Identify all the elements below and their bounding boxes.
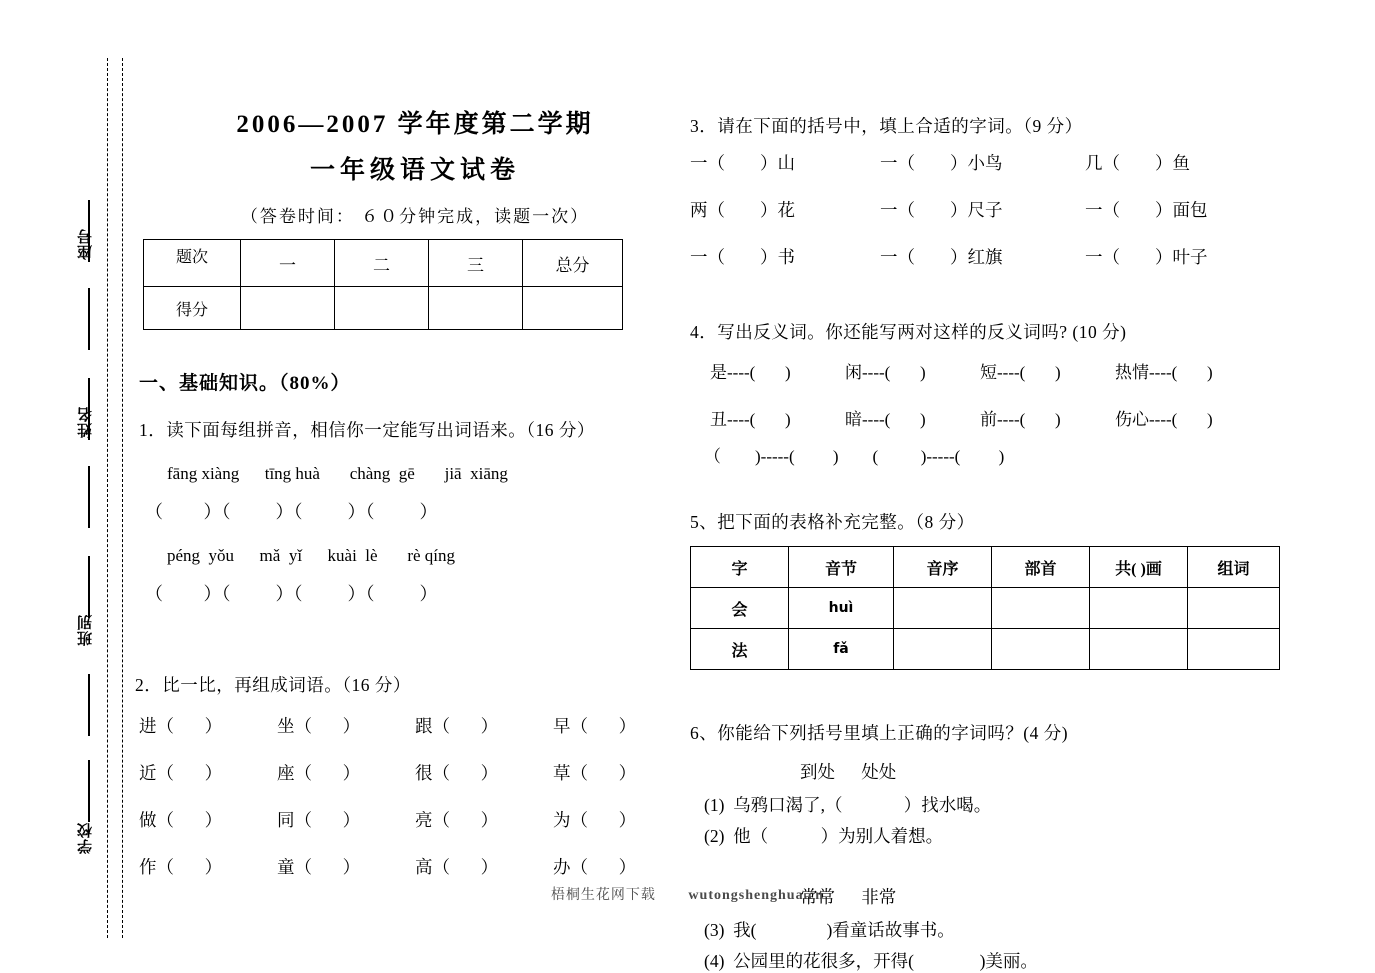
score-cell-total[interactable] bbox=[523, 287, 623, 330]
question-1-title: 1．读下面每组拼音，相信你一定能写出词语来。（16 分） bbox=[139, 420, 595, 440]
question-4-word: 闲 bbox=[845, 363, 862, 382]
question-3-quantity: 一 bbox=[690, 153, 708, 173]
question-3-blank[interactable]: （ ） bbox=[1102, 247, 1173, 267]
question-2-blank[interactable]: （ ） bbox=[294, 857, 361, 877]
question-3-item[interactable] bbox=[880, 197, 1085, 222]
question-2-blank[interactable]: （ ） bbox=[570, 716, 637, 736]
question-2-char: 座 bbox=[277, 763, 295, 783]
question-2-char: 早 bbox=[553, 716, 571, 736]
question-2-item[interactable] bbox=[553, 854, 691, 879]
question-3-blank[interactable]: （ ） bbox=[707, 200, 778, 220]
question-2-char: 高 bbox=[415, 857, 433, 877]
question-5-title: 5、把下面的表格补充完整。（8 分） bbox=[690, 512, 975, 532]
dashed-fold-line-outer bbox=[107, 58, 108, 938]
question-2-item[interactable] bbox=[139, 713, 277, 738]
question-2-blank[interactable]: （ ） bbox=[570, 810, 637, 830]
question-3-item[interactable] bbox=[880, 150, 1085, 175]
question-4-title: 4．写出反义词。你还能写两对这样的反义词吗? (10 分) bbox=[690, 322, 1127, 342]
q5-header-word: 组词 bbox=[1188, 547, 1280, 588]
question-6-sentence-4[interactable]: (4) 公园里的花很多，开得( )美丽。 bbox=[704, 951, 1038, 971]
question-3-noun: 尺子 bbox=[967, 200, 1003, 220]
margin-rule bbox=[88, 466, 90, 528]
question-4-blank[interactable]: ----( ) bbox=[1149, 410, 1213, 429]
score-table-header-3: 三 bbox=[429, 240, 523, 287]
question-3-blank[interactable]: （ ） bbox=[707, 247, 778, 267]
score-table-header-total: 总分 bbox=[523, 240, 623, 287]
q5-row2-radical-cell[interactable] bbox=[992, 629, 1090, 670]
question-3-blank[interactable]: （ ） bbox=[897, 247, 968, 267]
footer-site-url: wutongshenghua.cn bbox=[688, 888, 825, 903]
question-2-char: 办 bbox=[553, 857, 571, 877]
margin-label-school: 学校 bbox=[76, 822, 94, 854]
page-title-year: 2006—2007 学年度第二学期 bbox=[236, 111, 594, 138]
question-6-sentence-3[interactable]: (3) 我( )看童话故事书。 bbox=[704, 920, 955, 940]
question-3-noun: 叶子 bbox=[1172, 247, 1208, 267]
question-3-item[interactable] bbox=[690, 197, 880, 222]
score-table-header-2: 二 bbox=[335, 240, 429, 287]
table-row bbox=[691, 588, 1280, 629]
question-4-item[interactable] bbox=[845, 358, 980, 383]
question-2-item[interactable] bbox=[553, 713, 691, 738]
question-2-row bbox=[139, 713, 695, 738]
left-column bbox=[135, 0, 695, 971]
question-3-blank[interactable]: （ ） bbox=[1102, 200, 1173, 220]
question-4-blank[interactable]: ----( ) bbox=[862, 363, 926, 382]
question-3-noun: 花 bbox=[777, 200, 795, 220]
question-3-rows bbox=[690, 150, 1290, 269]
question-2-title: 2．比一比，再组成词语。（16 分） bbox=[135, 675, 411, 695]
q5-row2-char: 法 bbox=[691, 629, 789, 670]
question-5-table bbox=[690, 546, 1280, 670]
question-3-noun: 小鸟 bbox=[967, 153, 1003, 173]
question-4-item[interactable] bbox=[980, 358, 1115, 383]
question-4-blank[interactable]: ----( ) bbox=[727, 363, 791, 382]
table-row bbox=[144, 240, 623, 287]
question-3-quantity: 两 bbox=[690, 200, 708, 220]
question-4-word: 短 bbox=[980, 363, 997, 382]
score-table bbox=[143, 239, 623, 330]
q5-header-syllable: 音节 bbox=[789, 547, 894, 588]
question-3-item[interactable] bbox=[1085, 197, 1265, 222]
question-3-item[interactable] bbox=[1085, 244, 1265, 269]
question-2-blank[interactable]: （ ） bbox=[432, 857, 499, 877]
question-2-char: 近 bbox=[139, 763, 157, 783]
question-4-rows bbox=[690, 358, 1290, 430]
score-table-header-1: 一 bbox=[241, 240, 335, 287]
question-4-word: 丑 bbox=[710, 410, 727, 429]
question-3-blank[interactable]: （ ） bbox=[897, 200, 968, 220]
question-3-row bbox=[690, 197, 1290, 222]
question-2-char: 草 bbox=[553, 763, 571, 783]
margin-rule bbox=[88, 674, 90, 736]
question-2-item[interactable] bbox=[139, 760, 277, 785]
q5-row2-initial-cell[interactable] bbox=[894, 629, 992, 670]
question-2-char: 为 bbox=[553, 810, 571, 830]
question-6-sentence-1[interactable]: (1) 乌鸦口渴了,（ ）找水喝。 bbox=[704, 795, 992, 815]
question-2-char: 跟 bbox=[415, 716, 433, 736]
q5-row1-pinyin: huì bbox=[789, 588, 894, 629]
question-2-row bbox=[139, 854, 695, 879]
question-2-row bbox=[139, 807, 695, 832]
footer-watermark bbox=[0, 884, 1375, 904]
question-2-char: 同 bbox=[277, 810, 295, 830]
question-2-char: 坐 bbox=[277, 716, 295, 736]
question-2-blank[interactable]: （ ） bbox=[570, 763, 637, 783]
question-4-blank[interactable]: ----( ) bbox=[727, 410, 791, 429]
question-4-row bbox=[690, 358, 1290, 383]
question-2-blank[interactable]: （ ） bbox=[294, 763, 361, 783]
margin-label-name: 姓名 bbox=[76, 406, 94, 438]
exam-time-note: （答卷时间： ６０分钟完成，读题一次） bbox=[240, 207, 590, 226]
table-row bbox=[144, 287, 623, 330]
page-title-main: 一年级语文试卷 bbox=[309, 155, 520, 184]
question-1-pinyin-row-1: fāng xiàng tīng huà chàng gē jiā xiāng bbox=[167, 464, 508, 483]
score-table-wrapper bbox=[135, 239, 695, 330]
question-2-blank[interactable]: （ ） bbox=[570, 857, 637, 877]
question-2-blank[interactable]: （ ） bbox=[432, 810, 499, 830]
question-4-item[interactable] bbox=[1115, 358, 1265, 383]
margin-label-seat-number: 座号 bbox=[76, 228, 94, 260]
question-4-blank[interactable]: ----( ) bbox=[1149, 363, 1213, 382]
question-4-item[interactable] bbox=[710, 405, 845, 430]
question-2-blank[interactable]: （ ） bbox=[156, 857, 223, 877]
question-3-quantity: 一 bbox=[880, 247, 898, 267]
question-2-item[interactable] bbox=[415, 854, 553, 879]
question-3-title: 3．请在下面的括号中，填上合适的字词。（9 分） bbox=[690, 116, 1083, 136]
q5-header-radical: 部首 bbox=[992, 547, 1090, 588]
question-3-noun: 山 bbox=[777, 153, 795, 173]
question-1-pinyin-row-2: péng yǒu mǎ yǐ kuài lè rè qíng bbox=[167, 546, 456, 565]
question-4-blank-pair-row[interactable]: （ )-----( ) ( )-----( ) bbox=[704, 447, 1005, 466]
question-3-quantity: 几 bbox=[1085, 153, 1103, 173]
question-2-item[interactable] bbox=[277, 854, 415, 879]
question-2-char: 作 bbox=[139, 857, 157, 877]
question-4-item[interactable] bbox=[710, 358, 845, 383]
score-cell-3[interactable] bbox=[429, 287, 523, 330]
right-column bbox=[690, 0, 1290, 971]
question-6-title: 6、你能给下列括号里填上正确的字词吗？(4 分) bbox=[690, 723, 1069, 743]
question-3-noun: 书 bbox=[777, 247, 795, 267]
question-2-item[interactable] bbox=[415, 713, 553, 738]
question-3-item[interactable] bbox=[880, 244, 1085, 269]
question-1-answer-row-2[interactable]: （ ）（ ）（ ）（ ） bbox=[145, 584, 438, 604]
question-2-item[interactable] bbox=[553, 760, 691, 785]
question-4-word: 伤心 bbox=[1115, 410, 1149, 429]
margin-rule bbox=[88, 288, 90, 350]
question-2-item[interactable] bbox=[277, 713, 415, 738]
q5-row1-word-cell[interactable] bbox=[1188, 588, 1280, 629]
question-3-item[interactable] bbox=[690, 150, 880, 175]
q5-header-initial: 音序 bbox=[894, 547, 992, 588]
question-2-blank[interactable]: （ ） bbox=[432, 763, 499, 783]
table-row bbox=[691, 547, 1280, 588]
question-2-item[interactable] bbox=[277, 807, 415, 832]
q5-row2-word-cell[interactable] bbox=[1188, 629, 1280, 670]
question-3-blank[interactable]: （ ） bbox=[897, 153, 968, 173]
question-3-noun: 鱼 bbox=[1172, 153, 1190, 173]
score-table-label-question: 题次 bbox=[144, 240, 241, 287]
q5-header-strokes: 共( )画 bbox=[1090, 547, 1188, 588]
question-3-row bbox=[690, 244, 1290, 269]
question-4-word: 是 bbox=[710, 363, 727, 382]
question-3-item[interactable] bbox=[1085, 150, 1265, 175]
question-2-item[interactable] bbox=[415, 807, 553, 832]
question-2-blank[interactable]: （ ） bbox=[294, 810, 361, 830]
margin-rule bbox=[88, 556, 90, 618]
question-2-item[interactable] bbox=[277, 760, 415, 785]
question-3-quantity: 一 bbox=[880, 200, 898, 220]
section-heading-basics: 一、基础知识。（80%） bbox=[139, 373, 351, 394]
question-1-answer-row-1[interactable]: （ ）（ ）（ ）（ ） bbox=[145, 502, 438, 522]
question-3-noun: 面包 bbox=[1172, 200, 1208, 220]
score-cell-2[interactable] bbox=[335, 287, 429, 330]
question-2-rows bbox=[135, 713, 695, 879]
question-2-item[interactable] bbox=[415, 760, 553, 785]
score-table-label-score: 得分 bbox=[144, 287, 241, 330]
margin-label-class: 班别 bbox=[76, 614, 94, 646]
question-3-blank[interactable]: （ ） bbox=[1102, 153, 1173, 173]
question-2-blank[interactable]: （ ） bbox=[294, 716, 361, 736]
binding-margin bbox=[0, 0, 135, 971]
q5-row1-strokes-cell[interactable] bbox=[1090, 588, 1188, 629]
question-3-quantity: 一 bbox=[880, 153, 898, 173]
question-4-item[interactable] bbox=[845, 405, 980, 430]
exam-page bbox=[135, 0, 1375, 971]
question-2-item[interactable] bbox=[139, 854, 277, 879]
question-4-blank[interactable]: ----( ) bbox=[997, 410, 1061, 429]
question-3-quantity: 一 bbox=[1085, 200, 1103, 220]
question-2-char: 很 bbox=[415, 763, 433, 783]
question-4-word: 热情 bbox=[1115, 363, 1149, 382]
question-2-blank[interactable]: （ ） bbox=[156, 810, 223, 830]
dashed-fold-line-inner bbox=[122, 58, 123, 938]
question-3-row bbox=[690, 150, 1290, 175]
question-2-char: 进 bbox=[139, 716, 157, 736]
q5-row1-radical-cell[interactable] bbox=[992, 588, 1090, 629]
question-2-blank[interactable]: （ ） bbox=[156, 716, 223, 736]
question-2-char: 做 bbox=[139, 810, 157, 830]
question-3-quantity: 一 bbox=[690, 247, 708, 267]
question-4-blank[interactable]: ----( ) bbox=[997, 363, 1061, 382]
question-3-blank[interactable]: （ ） bbox=[707, 153, 778, 173]
question-4-blank[interactable]: ----( ) bbox=[862, 410, 926, 429]
q5-row2-strokes-cell[interactable] bbox=[1090, 629, 1188, 670]
question-6-group1-words: 到处 处处 bbox=[800, 762, 897, 782]
question-4-row bbox=[690, 405, 1290, 430]
q5-header-char: 字 bbox=[691, 547, 789, 588]
question-6-sentence-2[interactable]: (2) 他（ ）为别人着想。 bbox=[704, 826, 944, 846]
question-2-char: 亮 bbox=[415, 810, 433, 830]
question-2-item[interactable] bbox=[139, 807, 277, 832]
question-2-blank[interactable]: （ ） bbox=[156, 763, 223, 783]
question-2-row bbox=[139, 760, 695, 785]
question-3-quantity: 一 bbox=[1085, 247, 1103, 267]
table-row bbox=[691, 629, 1280, 670]
footer-source-label: 梧桐生花网下载 bbox=[550, 888, 656, 903]
question-2-blank[interactable]: （ ） bbox=[432, 716, 499, 736]
question-4-word: 暗 bbox=[845, 410, 862, 429]
q5-row1-char: 会 bbox=[691, 588, 789, 629]
question-2-char: 童 bbox=[277, 857, 295, 877]
q5-row2-pinyin: fǎ bbox=[789, 629, 894, 670]
question-4-item[interactable] bbox=[1115, 405, 1265, 430]
margin-rule bbox=[88, 760, 90, 822]
q5-row1-initial-cell[interactable] bbox=[894, 588, 992, 629]
question-4-item[interactable] bbox=[980, 405, 1115, 430]
question-2-item[interactable] bbox=[553, 807, 691, 832]
question-6-group2-words: 常常 非常 bbox=[800, 887, 897, 907]
score-cell-1[interactable] bbox=[241, 287, 335, 330]
question-3-item[interactable] bbox=[690, 244, 880, 269]
question-4-word: 前 bbox=[980, 410, 997, 429]
question-3-noun: 红旗 bbox=[967, 247, 1003, 267]
